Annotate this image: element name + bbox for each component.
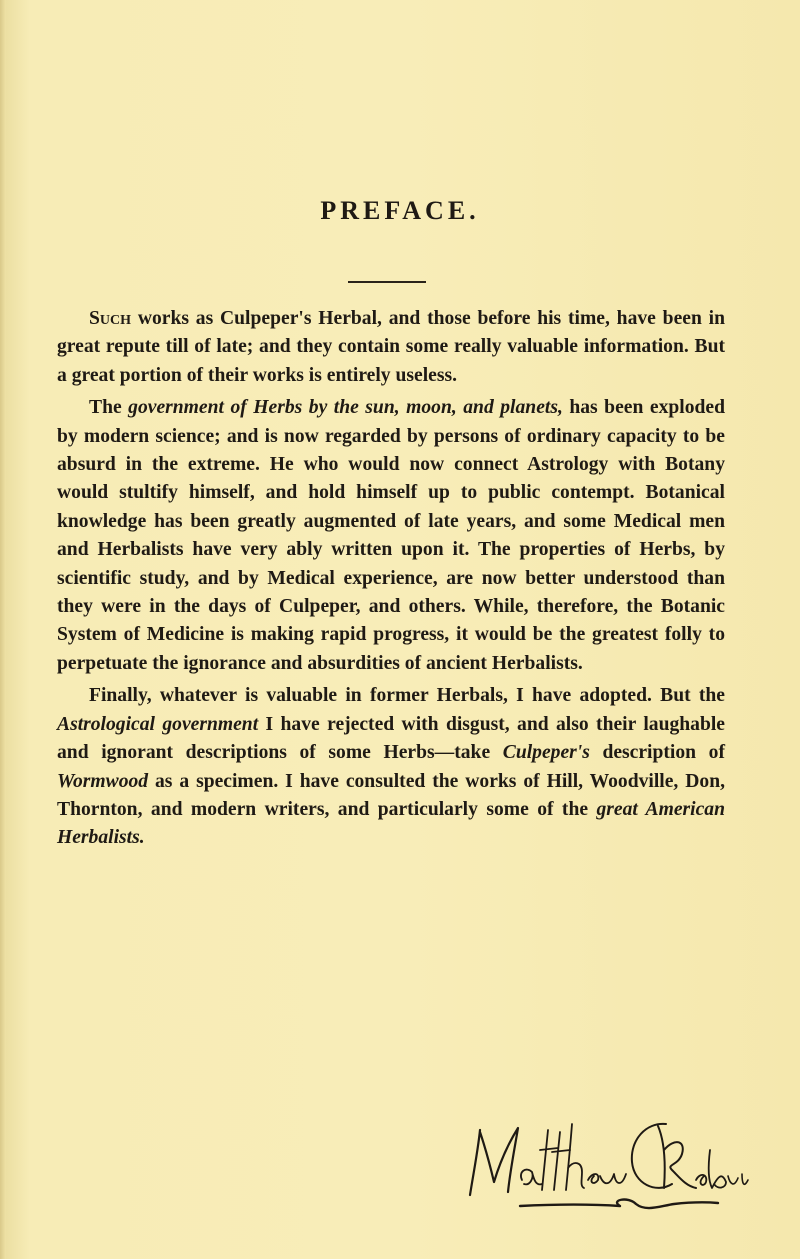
paragraph-2-emphasis: government of Herbs by the sun, moon, and planets, bbox=[128, 397, 563, 419]
paragraph-1-text: works as Culpeper's Herbal, and those before his time, have been in great repute till of late; and they contain some really valuable information. But a great portion of their works is entirely useless. bbox=[57, 308, 725, 386]
paragraph-3-emphasis-culpeper: Culpeper's bbox=[502, 742, 590, 764]
page-binding-edge bbox=[0, 0, 6, 1259]
paragraph-3-part-g: as a specimen. I have consulted the works of Hill, Woodville, Don, Thornton, and modern writers, and particularly some of the bbox=[57, 770, 725, 820]
paragraph-3 bbox=[57, 682, 725, 852]
paragraph-2 bbox=[57, 394, 725, 678]
paragraph-3-part-a: Finally, whatever is valuable in former Herbals, I have adopted. But the bbox=[89, 685, 725, 707]
paragraph-2-part-c: has been exploded by modern science; and is now regarded by persons of ordinary capacity to be absurd in the extreme. He who would now connect Astrology with Botany would stultify himself, and hold himself up to public contempt. Botanical knowledge has been greatly augmented of late years, and some Medical men and Herbalists have very ably written upon it. The properties of Herbs, by scientific study, and by Medical experience, are now better understood than they were in the days of Culpeper, and others. While, therefore, the Botanic System of Medicine is making rapid progress, it would be the greatest folly to perpetuate the ignorance and absurdities of ancient Herbalists. bbox=[57, 397, 725, 674]
preface-body bbox=[57, 305, 725, 853]
paragraph-3-emphasis-wormwood: Wormwood bbox=[57, 770, 149, 792]
paragraph-3-part-e: description of bbox=[589, 742, 725, 764]
paragraph-1-lead: Such bbox=[89, 308, 132, 329]
page-title: PREFACE. bbox=[320, 196, 480, 225]
title-divider bbox=[348, 281, 426, 283]
paragraph-3-emphasis-astrological: Astrological government bbox=[57, 713, 259, 735]
handwritten-signature bbox=[460, 1110, 750, 1220]
paragraph-2-part-a: The bbox=[89, 397, 129, 419]
paragraph-3-part-c: I have rejected with disgust, and also their laughable and ignorant descriptions of some Herbs—take bbox=[57, 713, 725, 764]
paragraph-1 bbox=[57, 305, 725, 390]
paragraph-3-emphasis-herbalists: great American Herbalists. bbox=[57, 798, 726, 849]
